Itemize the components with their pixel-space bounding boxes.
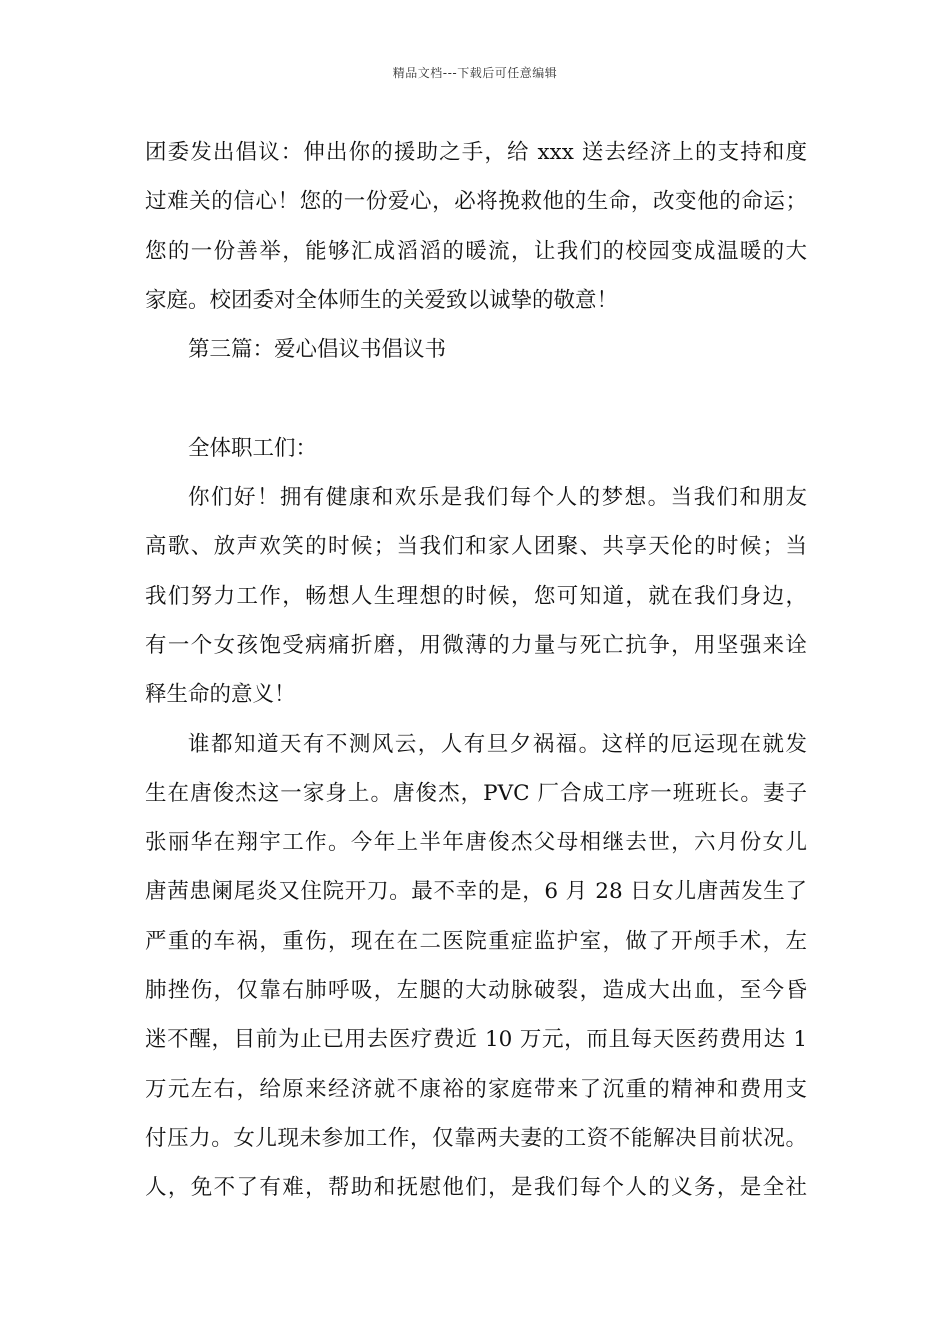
text-line: 你们好！拥有健康和欢乐是我们每个人的梦想。当我们和朋友: [188, 485, 807, 511]
text-line: 释生命的意义！: [145, 682, 296, 708]
text-line: 谁都知道天有不测风云，人有旦夕祸福。这样的厄运现在就发: [188, 731, 807, 757]
text-line: 您的一份善举，能够汇成滔滔的暖流，让我们的校园变成温暖的大: [145, 238, 807, 264]
text-line: 我们努力工作，畅想人生理想的时候，您可知道，就在我们身边，: [145, 583, 807, 609]
text-line: 生在唐俊杰这一家身上。唐俊杰，PVC 厂合成工序一班班长。妻子: [145, 780, 807, 806]
text-line: 迷不醒，目前为止已用去医疗费近 10 万元，而且每天医药费用达 1: [145, 1027, 807, 1053]
blank-line: [145, 374, 807, 423]
text-line: 高歌、放声欢笑的时候；当我们和家人团聚、共享天伦的时候；当: [145, 534, 807, 560]
text-line: 家庭。校团委对全体师生的关爱致以诚挚的敬意！: [145, 287, 619, 313]
text-line: 严重的车祸，重伤，现在在二医院重症监护室，做了开颅手术，左: [145, 928, 807, 954]
text-line: 唐茜患阑尾炎又住院开刀。最不幸的是，6 月 28 日女儿唐茜发生了: [145, 879, 807, 905]
text-line: 人，免不了有难，帮助和抚慰他们，是我们每个人的义务，是全社: [145, 1175, 807, 1201]
text-line: 肺挫伤，仅靠右肺呼吸，左腿的大动脉破裂，造成大出血，至今昏: [145, 978, 807, 1004]
text-line: 有一个女孩饱受病痛折磨，用微薄的力量与死亡抗争，用坚强来诠: [145, 632, 807, 658]
text-line: 团委发出倡议：伸出你的援助之手，给 xxx 送去经济上的支持和度: [145, 140, 807, 165]
text-line: 第三篇：爱心倡议书倡议书: [188, 337, 447, 363]
page-header: 精品文档---下载后可任意编辑: [392, 66, 558, 80]
text-line: 万元左右，给原来经济就不康裕的家庭带来了沉重的精神和费用支: [145, 1076, 807, 1102]
text-line: 付压力。女儿现未参加工作，仅靠两夫妻的工资不能解决目前状况。: [145, 1125, 807, 1151]
text-line: 张丽华在翔宇工作。今年上半年唐俊杰父母相继去世，六月份女儿: [145, 830, 807, 856]
text-line: 全体职工们：: [188, 435, 318, 461]
text-line: 过难关的信心！您的一份爱心，必将挽救他的生命，改变他的命运；: [145, 189, 807, 215]
document-body: [145, 128, 807, 1213]
